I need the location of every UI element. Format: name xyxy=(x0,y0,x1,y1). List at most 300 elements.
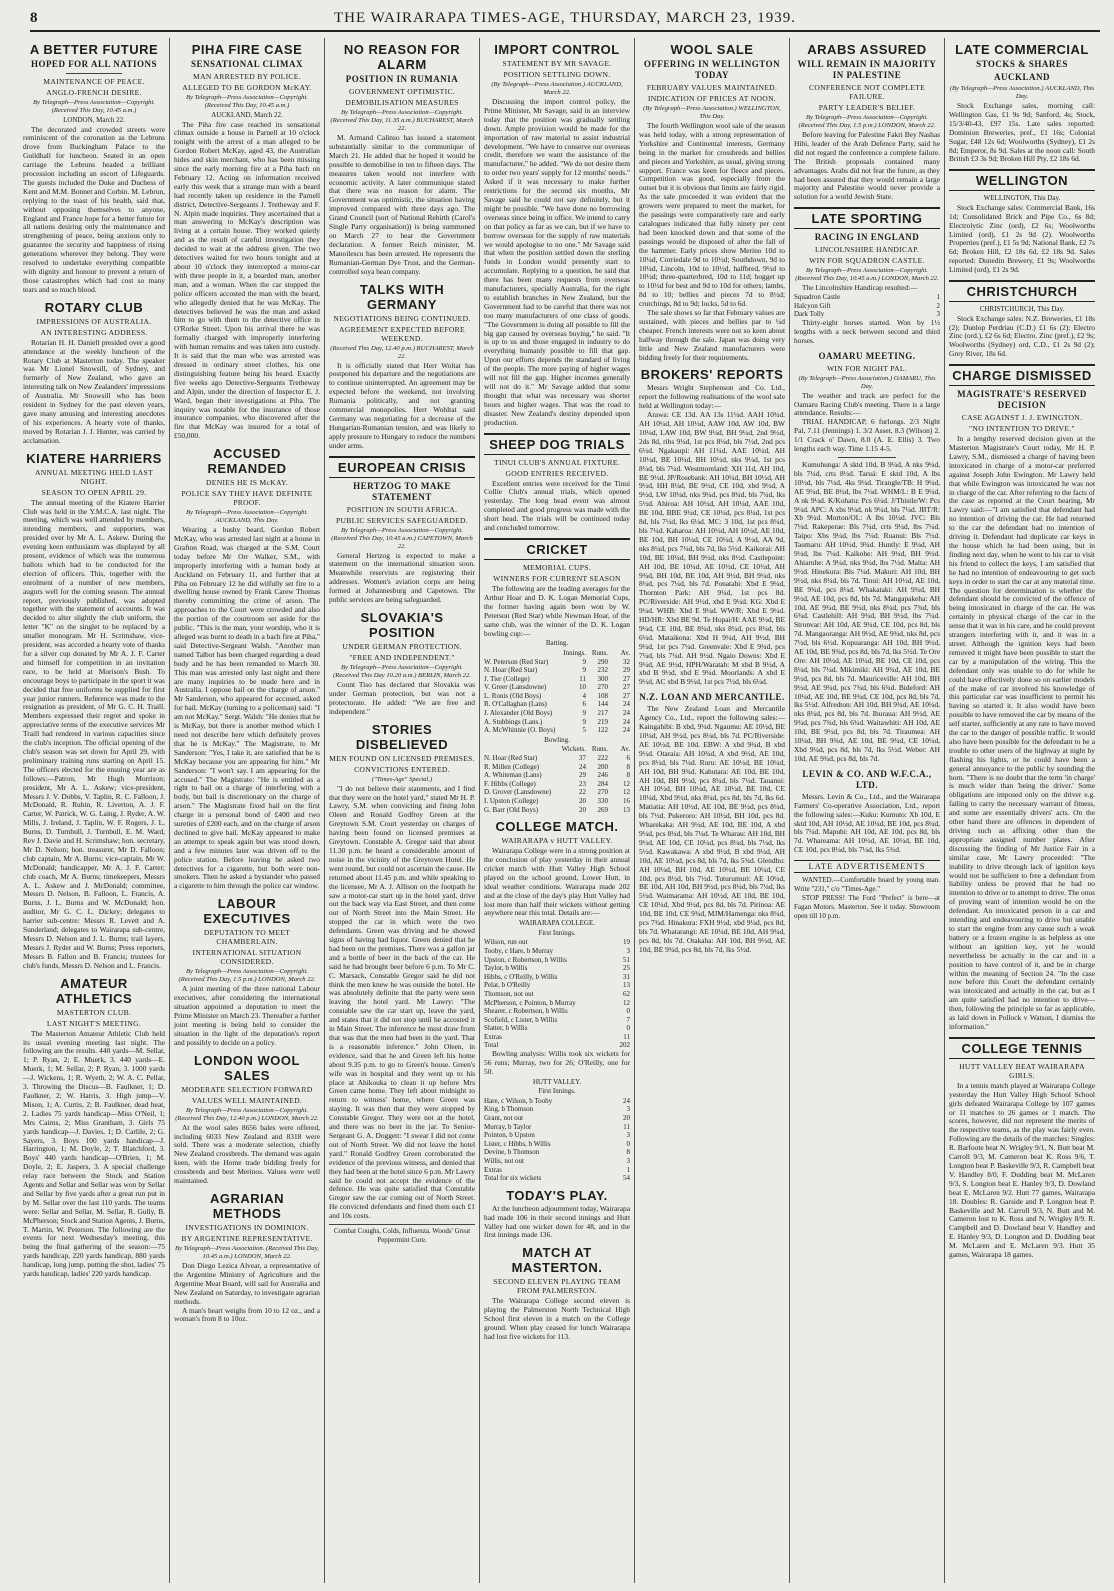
subheadline: SENSATIONAL CLIMAX xyxy=(190,59,304,69)
table-row xyxy=(484,1123,630,1132)
deck: DEPUTATION TO MEET CHAMBERLAIN. xyxy=(203,928,291,947)
headline: COLLEGE TENNIS xyxy=(949,1037,1095,1059)
deck: IMPRESSIONS OF AUSTRALIA. xyxy=(36,316,152,326)
article-body: General Hertzog is expected to make a statement on the international situation soon. Meanwhile reservists are registering their addresses. Women's aviation corps are being formed at Johannesburg and Capetown. The public services are being safeguarded. xyxy=(329,550,475,605)
table-heading: Batting. xyxy=(545,639,569,648)
article-piha-fire xyxy=(174,42,320,441)
table-row xyxy=(484,763,630,772)
table-cell-name: Tooby, c Hare, b Murray xyxy=(484,946,554,955)
table-cell-value: 5 xyxy=(582,726,586,735)
byline: (By Telegraph—Press Association.) WELLINGTON, This Day. xyxy=(643,105,781,120)
article-body: Stock Exchange sales, morning call: Wellington Gas, £1 9s 9d; Sanford, 4s; Stock, 15/3/40-43, £97 15s. Late sales reported: Dominion Breweries, pref., £1 16s; Colonial Sugar, £48 12s 6d; Woolworths (Sydney), £1 2s 8d; Emperor, 8s 9d. Sales at the noon call: South British £3 3s 9d; Broken Hill Pty, £2 18s 6d. xyxy=(949,101,1095,164)
deck: DENIES HE IS McKAY. xyxy=(205,478,289,488)
table-cell-name: Halcyon Gift xyxy=(794,301,831,310)
page-number: 8 xyxy=(30,10,39,26)
table-row xyxy=(484,964,630,973)
table-cell-name: Thomson, not out xyxy=(484,989,534,998)
article-talks-with-germany xyxy=(329,282,475,451)
table-row xyxy=(484,1114,630,1123)
column-header: Av. xyxy=(620,745,630,754)
headline: ARABS ASSURED xyxy=(807,42,927,57)
article-late-sporting xyxy=(794,207,940,345)
subheadline: RACING IN ENGLAND xyxy=(814,232,920,243)
total-value: 202 xyxy=(619,1041,630,1050)
table-header-row xyxy=(484,745,630,754)
table-cell-name: Squadron Castle xyxy=(794,293,841,302)
article-body: The fourth Wellington wool sale of the season was held today, with a strong representation of Yorkshire and Continental interests, Germany being in the market for crossbreds and bellies and pieces and Yorkshire, as usual, giving strong support. France was keen for fleece and pieces. Competition was good, especially from the outset but it is obvious that limits are fairly rigid. As the sale proceeded it was evident that the growers were prepared to meet the market, for the passings were comparatively rare and early catalogues indicated that fully ninety per cent had been knocked down and that some of the passings would be disposed of after the fall of the hammer. Early prices show Merino 10d to 10¼d, Corriedale 9d to 10½d; Southdown, 9d to 10¼d, Lincoln, 10d to 10½d, halfbred, 9½d to 10½d; three-quarterbred, 10d to 11d; hogget up to 10½d for best and 9d to 10d for others; lambs, 8d to 10; bellies and pieces 7d to 8½d; crutchings, 8d to 9d; locks, 5d to 6d. xyxy=(639,121,785,309)
deck: ALLEGED TO BE GORDON McKAY. xyxy=(182,83,312,92)
table-row xyxy=(484,999,630,1008)
article-agrarian-methods xyxy=(174,1191,320,1324)
scorecard-table xyxy=(484,1097,630,1174)
column-2 xyxy=(171,38,323,1583)
classified-ad: WANTED.—Comfortable board by young man. Write "231," c/o "Times-Age." xyxy=(794,876,940,893)
article-body: Wearing a bushy beard, Gordon Robert McKay, who was arrested last night at a house in Grafton Road, was charged at the S.M. Court today before Mr Orr Walker, S.M., with improperly interfering with a human body at Auckland on February 11, and further that at Piha on February 12 he did wilfully set fire to a dwelling house owned by Frank Carew Thomas thereby committing the crime of arson. The approaches to the Court were crowded and also the portion of the courtroom set aside for the public. "This is the man, your worship, who it is alleged was burnt to death in a bach fire at Piha," said Detective-Sergeant Walsh. "Another man named Talbot has been charged regarding a dead body and he has been remanded to March 30. This man was arrested only last night and there are many inquiries to be made here and in Australia. I oppose bail on the charge of arson." Mr Sanderson, who appeared for accused, asked for bail. McKay (turning to a policeman) said: "I am not McKay." Sergt. Walsh: "He denies that he is McKay, but there is another method which I need not describe here which definitely proves that he is McKay." The Magistrate, to Mr Sanderson: "Yes, I take it, are satisfied that he is McKay because you are appearing for him." Mr Sanderson: "I won't say. I am appearing for the accused." The Magistrate: "He is entitled as a right to bail on a charge of interfering with a body, but bail is discretionary on the charge of arson." The Magistrate fixed bail on the first charge in a personal bond of £400 and two sureties of £200 each, and on the charge of arson declined to give bail. McKay appeared to make an attempt to speak again but was stood down, and a few minutes later was driven off to the police station. Before leaving he asked two detectives for a cigarette, but both were non-smokers. Then he asked a bystander who passed a cigarette to him through the police car window. xyxy=(174,525,320,891)
table-cell-value: 37 xyxy=(579,753,586,762)
table-cell-name: W. Peterson (Red Star) xyxy=(484,657,549,666)
filler-note: A man's heart weighs from 10 to 12 oz., and a woman's from 8 to 10oz. xyxy=(174,1305,320,1324)
classified-ad: STOP PRESS! The Ford "Prefect" is here—at Fagan Motors. Masterton. See it today. Showroom open till 10 p.m. xyxy=(794,893,940,920)
table-cell-value: 4 xyxy=(582,691,586,700)
article-body: M. Armand Calinso has issued a statement substantially similar to the communique of March 21. He added that he hoped it would be possible to demobilise in ten to fifteen days. The measures taken would not interfere with economic activity. A later communique stated that there was no reason for alarm. The Government was optimistic, the situation having improved compared with three days ago. The Grand Council (sort of National Rebirth (Carol's Single Party organisation)) is being summoned on March 27 to hear the Government declaration. A former Reich minister, M. Manoilescu has been arrested. He represents the Rumanian-German Dye Trust, and the German-controlled soya bean company. xyxy=(329,133,475,276)
article-body: Before leaving for Palestine Fakri Bey Nashas Hibi, leader of the Arab Defence Party, said he did not regard the conference a complete failure. The British proposals contained many advantages. Arabs did not fear the future, as they had been assured that they would remain a large majority and Palestine would never provide a solution for a world Jewish State. xyxy=(794,130,940,202)
table-cell-value: 11 xyxy=(623,1122,630,1131)
article-body: Rotarian H. H. Daniell presided over a good attendance at the weekly luncheon of the Rotary Club at Masterton today. The speaker was Mr Lionel Snowsill, of Sydney, and formerly of New Zealand, who gave an interesting talk on New Zealanders' impressions of Australia. Mr Snowsill who has been resident in Sydney for the past eleven years, gave many amusing and interesting anecdotes of his experiences. A hearty vote of thanks, moved by Rotarian J. J. Hunter, was carried by acclamation. xyxy=(23,337,165,445)
column-rule xyxy=(324,38,325,1583)
deck: MAINTENANCE OF PEACE. xyxy=(43,77,145,86)
table-cell-value: 11 xyxy=(623,1032,630,1041)
table-cell-value: 23 xyxy=(579,779,586,788)
deck: SEASON TO OPEN APRIL 29. xyxy=(41,487,147,497)
table-cell-value: 290 xyxy=(597,657,608,666)
table-cell-name: D. Grover (Lansdowne) xyxy=(484,788,552,797)
subheadline: HOPED FOR ALL NATIONS xyxy=(30,59,158,69)
table-cell-value: 122 xyxy=(597,726,608,735)
table-cell-value: 6 xyxy=(582,700,586,709)
table-cell-value: 24 xyxy=(623,700,630,709)
headline: LATE COMMERCIAL xyxy=(955,42,1089,57)
table-cell-name: Willis, not out xyxy=(484,1156,524,1165)
article-body: The Piha fire case reached its sensational climax outside a house in Parnell at 10 o'clock tonight with the arrest of a man alleged to be Gordon Robert McKay, aged 43, the Australian hides and skin merchant, who has been missing since the early morning fire at a Piha bach on February 12. Acting on information received early this week that a strange man with a beard had recently taken up residence in the Parnell district, Detective-Sergeants J. Tretheway and F. N. Alpin made inquiries. They ascertained that a man answering to McKay's description was living at a certain house. They worked quietly and as the result of careful investigation they decided to wait at the address given. The two detectives waited for two hours tonight and at about 10 o'clock they intercepted a motor-car with three people in it, a bearded man, another man, and a woman. When the car stopped the police officers accosted the man with the beard, who allegedly denied that he was McKay. The detectives believed he was the man and asked him to go with them to the detective office in O'Rorke Street. Upon his arrival there he was formally charged with improperly interfering with human remains and was taken into custody. It is said that the man who was arrested was dressed in ordinary street clothes, his one distinguishing feature being his beard. Exactly five weeks ago Detective-Sergeants Tretheway and Alpin, under the direction of Inspector E. J. Ward, began their investigations at Piha. The inquiry was notable for the insurance of those insurance companies, who discovered after the fire that McKay was insured for a total of £50,000. xyxy=(174,119,320,441)
article-charge-dismissed xyxy=(949,364,1095,1032)
table-row xyxy=(484,726,630,735)
table-cell-value: 24 xyxy=(623,709,630,718)
deck: ANNUAL MEETING HELD LAST NIGHT. xyxy=(34,467,154,486)
table-cell-name: R. Millen (College) xyxy=(484,762,540,771)
table-cell-value: 9 xyxy=(582,666,586,675)
subheadline: STOCKS & SHARES xyxy=(976,59,1068,69)
table-cell-value: 8 xyxy=(626,762,630,771)
sales-list: Arawa: CE 13d. AA 13s 11¼d. AAH 10¾d. AH 10¼d, AH 10½d, AAW 10d, AW 10d, BW 10¼d, LAW 10d, BW 9¼d, BH 9¼d, 2nd 9½d, 2ds 8d, ribs 9¼d, 1st pcs 8¼d, bls 7½d, 2nd pcs 6½d. Ngakaupi: AH 11¼d, AAE 10¼d, AH 10½d, BE 10¼d, BH 10½d, nks 9¼d, 1st pcs 8¼d, bls 7¼d. Westmoreland: XH 11d, AH 10d, BE 9½d. JP/Rosebank: AH 10¼d, BH 10½d, AH 9½d, HH 8¼d, BE 9½d, CE 10d, xbd 9½d, A 9½d, LW 10¼d, nks 9¼d, pcs 8¼d, bls 7¼d, lks 5½d. Ahiroa: AH 10½d, AH 10¼d, AAE 10d, BE 10d, BBE 9¼d, CE 10¼d, pcs 8¼d, 1st pcs 8d, bls 7½d, lks 6¼d. MC: 3 10d, 1st pcs 8¼d, bls 7¼d. Kaharoa: AH 10½d, AH 10½d, AE 10d, BE 10d, BH 10¼d, CE 10½d, A 9½d, AA 9d, nks 8¼d, pcs 7¼d, bls 7d, lks 5½d. Kaikorai: AH 10d, BE 10¼d, BH 9½d, nks 8½d. Castlepoint: AH 10d, BE 10¼d, AE 10½d, CE 10½d, AH 9¾d, BH 10d, BE 10d, AH 9½d, BH 9¼d, nks 8¼d, pcs 7¼d, bls 7d. Ponatahi: Xbd E 9¼d, Thornton Park: AH 9¼d, 1st pcs 8d. PC/Riverside: AH 9½d, xbd E 9¼d. KG: Xbd E 9¼d. WHB: Xbd E 9¼d. WW/R: Xbd E 9¼d. HD/HR: Xbd BE 9d. Te Hopai/H: AAE 9½d, BE 9¼d, CE 10d, BE 8¾d, nks 8¼d, pcs 8¼d, bls 6¼d. Mataikona: Xbd H 9¼d, AH 9½d, BH 9¼d, 1st pcs 7¼d. Greenvale: Xbd E 9¼d, pcs 7¼d, bls 7¼d. AH 9½d. Ngaio Downs: Xbd E 9¼d, AE 9½d, HPH/Waratah: M xbd B 9½d, A xbd B 9½d, xbd E 9¼d. Moorlands: A xbd E 9½d, AC xbd B 9½d, 1st pcs 7½d, bls 6¼d. xyxy=(639,410,785,687)
headline: WOOL SALE xyxy=(670,42,754,57)
headline: LABOUR EXECUTIVES xyxy=(203,896,291,927)
deck: INVESTIGATIONS IN DOMINION. xyxy=(185,1222,309,1232)
headline: IMPORT CONTROL xyxy=(494,42,620,57)
sales-list: Messrs. Levin & Co., Ltd., and the Wairarapa Farmers' Co-operative Association, Ltd., report the following sales:—Kuku: Kumuto: Xb 10d, E sktd 10d, AH 10½d, AE 10¼d, BE 10d, pcs 8¼d, bls 7¼d. Mapuhi: AH 10d, AE 10d, pcs 8d, bls 7d. Whareama: AH 10½d, AE 10¼d, BE 10d, CE 10d, pcs 8¼d, bls 7¼d, lks 5¾d. xyxy=(794,791,940,855)
deck: MODERATE SELECTION FORWARD xyxy=(181,1084,313,1094)
table-cell-value: 12 xyxy=(623,779,630,788)
table-cell-name: J. Alexander (Old Boys) xyxy=(484,709,553,718)
column-5 xyxy=(636,38,788,1583)
table-cell-value: 269 xyxy=(597,805,608,814)
table-cell-value: 0 xyxy=(626,1139,630,1148)
table-cell-value: 7 xyxy=(626,1015,630,1024)
masthead xyxy=(30,8,1100,32)
deck: MEN FOUND ON LICENSED PREMISES. xyxy=(329,753,475,763)
table-cell-value: 1 xyxy=(626,1165,630,1174)
article-body: The Lincolnshire Handicap resulted:— xyxy=(802,283,918,293)
headline: A BETTER FUTURE xyxy=(29,42,159,57)
column-rule xyxy=(789,38,790,1583)
article-wool-sale xyxy=(639,42,785,362)
deck: AGREEMENT EXPECTED BEFORE WEEKEND. xyxy=(339,324,465,343)
table-cell-name: Wilson, run out xyxy=(484,938,528,947)
deck: WIN FOR NIGHT PAL. xyxy=(826,363,908,373)
table-cell-value: 3 xyxy=(626,1131,630,1140)
table-cell-value: 29 xyxy=(623,666,630,675)
article-levin-co xyxy=(794,769,940,855)
article-body: At the luncheon adjournment today, Wairarapa had made 106 in their second innings and Hutt Valley had one wicket down for 48, and in the first innings made 136. xyxy=(484,1203,630,1240)
headline: SLOVAKIA'S POSITION xyxy=(360,610,444,640)
table-cell-value: 13 xyxy=(623,805,630,814)
table-row xyxy=(484,1157,630,1166)
article-body: Wairarapa College were in a strong position at the conclusion of play yesterday in their annual cricket match with Hutt Valley High School played on the school ground, Lower Hutt, in ideal weather conditions. Wairarapa made 202 and at the close of the day's play Hutt Valley had lost more than half their wickets without getting anywhere near this total. Details are:— xyxy=(484,846,630,918)
table-cell-value: 24 xyxy=(623,726,630,735)
table-cell-value: 144 xyxy=(597,700,608,709)
byline: (By Telegraph—Press Association.) OAMARU, This Day. xyxy=(798,374,936,390)
subheadline: OFFERING IN WELLINGTON TODAY xyxy=(643,59,781,80)
headline: EUROPEAN CRISIS xyxy=(329,456,475,478)
deck: STATEMENT BY MR SAVAGE. xyxy=(502,59,612,68)
deck: MEMORIAL CUPS. xyxy=(522,562,592,572)
section-heading: AUCKLAND xyxy=(993,72,1050,82)
table-cell-value: 24 xyxy=(623,717,630,726)
table-row xyxy=(484,990,630,999)
table-cell-value: 24 xyxy=(579,762,586,771)
article-body: Don Diego Lezica Alvear, a representative of the Argentine Ministry of Agriculture and the Argentine Meat Board, will sail for Australia and New Zealand on Saturday, to investigate agrarian methods. xyxy=(174,1260,320,1306)
article-body: Discussing the import control policy, the Prime Minister, Mr Savage, said in an interview today that the position was gradually settling down. Ample provision would be made for the importation of raw material to assist industrial development. "We have to conserve our overseas credit, therefore we want the assistance of the manufacturer," he added. "We do not desire them to order two years' supply for 12 months' needs." Asked if it was necessary to make further restrictions for the second six months, Mr Savage said he could not say definitely, but it might be possible. "We have done no borrowing overseas since being in office. We intend to carry on that policy as far as we can, but if we have to borrow overseas for the supply of raw materials we would apologise to no one." Mr Savage said that when the position settled down the sterling funds in London would presently start to accumulate. Replying to a question, he said that there has been many requests from overseas manufacturers, specially Australia, for the right to establish branches in New Zealand, but the Government had to be careful that there was not too many manufacturers of one class of goods. "The Government is doing all possible to fill the big gap caused by overseas buying," he said. "It is up to us and those engaged in industry to do everything humanly possible to fill that gap. Upon our efforts depends the standard of living of the people. The more paying of higher wages will not fill the gap. Higher incomes generally will not do it." Mr Savage added that some thought that what was necessary was shorter hours and higher wages. That was the road to disaster. New Zealand's destiny depended upon production. xyxy=(484,97,630,427)
headline: ROTARY CLUB xyxy=(44,299,144,315)
advertisement: Combat Coughs, Colds, Influenza. Woods' Great Peppermint Cure. xyxy=(329,1224,475,1244)
table-cell-value: 330 xyxy=(597,796,608,805)
table-row xyxy=(484,1016,630,1025)
table-cell-value: 9 xyxy=(582,717,586,726)
table-cell-name: Hare, c Wilson, b Tooby xyxy=(484,1096,553,1105)
table-row xyxy=(484,981,630,990)
byline: By Telegraph—Press Association. (Received This Day, 10.45 a.m.) LONDON, March 22. xyxy=(175,1244,319,1260)
article-body: The decorated and crowded streets were reminiscent of the coronation as the Lebruns drove from Buckingham Palace to the Guildhall for luncheon. Seated in an open carriage the Lebruns headed a brilliant procession including an escort of Lifeguards. The guests included the Duke and Duchess of Kent and M.M. Bonnet and Corbin. M. Lebrun, replying to the toast of his health, said that, without opposing themselves to anyone, England and France hope for a better future for all nations desiring only the maintenance and strengthening of peace, being anxious only to guarantee the security and happiness of rising generations wherever they belong. They were resolved to undertake everything compatible with dignity and honour to prevent a return of those catastrophes which had cost so many tears and so much blood. xyxy=(23,124,165,294)
headline: NO REASON FOR ALARM xyxy=(343,42,461,72)
table-cell-value: 24 xyxy=(623,1096,630,1105)
article-body: In a tennis match played at Wairarapa College yesterday the Hutt Valley High School School girls defeated Wairarapa College by 107 games or 11 matches to 26 games or 1 match. The scores, however, did not represent the merits of the respective teams, as the play was fairly even. Following are the details of the matches: Singles: R. Barfoote beat N. Wrigley 9/1, N. Butt beat M. Carroll 9/3, M. Cameron beat K. Ross 9/6, T. Longton beat P. Baskeville 9/3, R. Campbell beat V. Handley 8/0, F. Dudding beat M. McLaren 9/3, S. Longton beat E. Hanley 9/3, D. Dowland beat E. McLaren 9/2. Hutt 77 games, Wairarapa 18. Doubles: R. Garside and P. Longton beat P. Baskeville and M. Carroll 9/3, N. Butt and M. Cameron lost to K. Ross and N. Wrigley 8/9. R. Campbell and D. Dowland beat V. Handley and E. Hanley 9/3, D. Longton and D. Dudding beat M. McLaren and E. McLaren 9/3. Hutt 35 games, Wairarapa 18 games. xyxy=(949,1080,1095,1260)
column-1 xyxy=(20,38,168,1583)
table-cell-value: 20 xyxy=(623,1113,630,1122)
table-cell-value: 1 xyxy=(936,293,940,302)
byline: ("Times-Age" Special.) xyxy=(371,775,433,783)
deck: WINNERS FOR CURRENT SEASON xyxy=(493,573,621,583)
table-cell-value: 0 xyxy=(626,1007,630,1016)
headline: CRICKET xyxy=(484,538,630,560)
headline: AMATEUR ATHLETICS xyxy=(55,975,133,1006)
table-header-row xyxy=(484,649,630,658)
table-row xyxy=(484,956,630,965)
table-cell-value: 300 xyxy=(597,674,608,683)
byline: By Telegraph—Press Association—Copyright. (Received This Day, 12.40 p.m.) LONDON, March 22. xyxy=(175,1106,319,1122)
deck: NEGOTIATIONS BEING CONTINUED. xyxy=(333,313,471,323)
table-heading: Bowling. xyxy=(544,735,570,744)
table-row xyxy=(484,1166,630,1175)
table-row xyxy=(484,797,630,806)
table-cell-value: 3 xyxy=(626,1105,630,1114)
article-body: Messrs Wright Stephenson and Co. Ltd., report the following realisations of the wool sale held at Wellington today:— xyxy=(639,383,785,411)
table-cell-name: A. Stubbings (Lans.) xyxy=(484,717,543,726)
byline: By Telegraph—Press Association—Copyright. (Received This Day, 10.45 a.m.) CAPETOWN, March 22. xyxy=(331,526,473,550)
article-body: Stock Exchange sales: Commercial Bank, 16s 1d; Consolidated Brick and Pipe Co., 6s 8d; Electrolytic Zinc (ord), £2 6s; Woolworths Limited (ord), £1 2s 9d (2). Woolworths Properties (pref.), £1 5s 9d; National Bank, £2 7s 6d; Broken Hill, £2 18s 6d, £2 18s 9d. Sales reported: Dunedin Brewery, £1 9s; Woolworths Limited (ord), £1 2s 9d. xyxy=(949,202,1095,275)
table-row xyxy=(484,780,630,789)
table-cell-value: 8 xyxy=(626,771,630,780)
headline: TODAY'S PLAY. xyxy=(506,1187,608,1203)
scorecard-total xyxy=(484,1174,630,1183)
column-rule xyxy=(169,38,170,1583)
table-cell-value: 12 xyxy=(623,998,630,1007)
table-cell-name: G. Barr (Old Boys) xyxy=(484,805,539,814)
table-cell-name: Scofield, c Lister, b Willis xyxy=(484,1015,558,1024)
divider xyxy=(838,457,896,458)
byline: By Telegraph—Press Association—Copyright. (Received This Day, 10.45 a.m.) xyxy=(186,94,308,109)
headline: AGRARIAN METHODS xyxy=(209,1190,285,1221)
table-cell-name: McPherson, c Pointon, b Murray xyxy=(484,998,576,1007)
deck: ANGLO-FRENCH DESIRE. xyxy=(46,88,142,97)
table-row xyxy=(484,947,630,956)
column-header: Innings. xyxy=(563,648,586,657)
table-cell-value: 3 xyxy=(626,946,630,955)
deck: CASE AGAINST J. J. EWINGTON. xyxy=(961,413,1083,423)
table-cell-value: 246 xyxy=(597,771,608,780)
column-rule xyxy=(944,38,945,1583)
race-result-table xyxy=(794,293,940,319)
headline: ACCUSED REMANDED xyxy=(207,446,287,477)
article-body: Excellent entries were received for the Tinui Collie Club's annual trials, which opened yesterday. The long head event was almost completed and good progress was made with the short head. The trials will be continued today and concluded tomorrow. xyxy=(484,478,630,533)
table-cell-value: 12 xyxy=(623,788,630,797)
table-cell-value: 0 xyxy=(626,1024,630,1033)
table-cell-value: 219 xyxy=(597,717,608,726)
section-heading: WELLINGTON xyxy=(949,169,1095,191)
divider xyxy=(66,73,123,74)
deck: LINCOLNSHIRE HANDICAP. xyxy=(814,245,920,255)
table-subheading: First Innings. xyxy=(538,1087,576,1096)
table-cell-value: 20 xyxy=(579,796,586,805)
sales-list: Kumuhunga: A sktd 10d, B 9¼d, A nks 9¼d, bls 7¼d, crts 8½d. Taruá: E sktd 10d, A lbs 10½d, bls 7¼d, 4ks 9¼d. Tirangle/TB: H 9¼d, AE 9¼d, BE 8½d, lbs 7¼d. WHM/L: B E 9¼d, A nk 9¼d. K/Kohatu: Pcs 6¼d. J/Thistle/W: Pcs 9¼d. APC: A xbs 9¼d, nk 9¼d, bls 7¼d. JBT/R: Xb 9¼d. Morton/OL: A lbs 10¼d. JVC: Bls 7¼d. Rakeperae: Bls 7¼d, crts 9¼d, lbs 7¼d. Taipo: Xbs 9¼d, lbs 7¼d. Ruanui: Bls 7½d. Taumaru: AH 10½d, 9¾d. Huntly: E 9¼d, AH 9¼d, lbs 7¼d. Kaikohe: AH 9¼d, BH 9½d. Ahiaruhe: A 9¼d, nks 9¼d, lbs 7½d. Malta: AH 9½d. Hinekura: Bls 7¼d. Makuri: AH 10d, BH 9½d, nks 8¼d, bls 7d. Tinui: AH 10½d, AE 10d, BE 9¾d, pcs 8¼d. Whakataki: AH 9¾d, BH 9½d, AE 10d, pcs 8d, bls 7d. Mangapakeha: AH 10d, AE 9¾d, BE 9½d, nks 8¼d, pcs 7¾d, bls 6¾d. Castlehill: AH 9¾d, BH 9½d, lbs 7¼d. Stronvar: AH 10d, AE 9¾d, CE 10d, pcs 8d, bls 7d. Mangaoranga: AH 9½d, AE 9¾d, nks 8d, pcs 7½d, bls 6½d. Kopuaranga: AH 10d, BH 9½d, AE 10d, BE 9¾d, pcs 8d, bls 7d, lks 5½d. Te Ore Ore: AH 10½d, AE 10¼d, BE 10d, CE 10d, pcs 8¼d, bls 7¼d. Mikimiki: AH 9¾d, AE 10d, BE 9½d, pcs 8d, bls 7d. Mauriceville: AH 10d, BH 9½d, AE 9¾d, pcs 7¾d, bls 6¾d. Bideford: AH 10¼d, AE 10d, BE 9¾d, CE 10d, pcs 8d, bls 7d, lks 5½d. Alfredton: AH 10d, BH 9¾d, AE 10¼d, nks 8¼d, pcs 8d, bls 7d. Ihuraua: AH 9½d, AE 9¾d, pcs 7¾d, bls 6¾d. Waitawhiti: AH 10d, AE 10d, BE 9½d, pcs 8d, bls 7d. Tiraumea: AH 10¼d, BH 9¾d, AE 10d, BE 9¾d, CE 10¼d, Xbd 9¼d, pcs 8d, bls 7d, lks 5½d. Weber: AH 10d, AE 9¾d, pcs 8d, bls 7d. xyxy=(794,460,940,763)
article-body: In a lengthy reserved decision given at the Masterton Magistrate's Court today, Mr H. P. Lawry, S.M., dismissed a charge of having been intoxicated in charge of a motor-car preferred against Joseph John Ewington. Mr Lawry held that while Ewington was intoxicated he was not in charge of the car. After referring to the facts of the case as reported at the Court hearing, Mr Lawry said:—"I am satisfied that defendant had no intention of driving the car. He had returned to the car the defendant had no intention of driving it. Defendant had duplicate car keys in the house which he had been using, but in finding next day, when he went to his car to visit his friend to collect the keys, I am satisfied that he had no intention of endeavouring to get such keys in order to start the car at any material time. The question for determination is whether the defendant should be convicted of the offence of being intoxicated in charge of the car. He was certainly in physical charge of the car in the sense that it was in his care, and he could prevent strangers interfering with it, and it was in a street. Although the ignition keys had been removed it might have been possible to start the car by a manipulation of the wiring. This the defendant only was unable to do for while he could have effectively done so on earlier models of the make of car involved his knowledge of this particular car was insufficient to permit his having so started it. It also would have been possible to have removed the car by means of the self starter, sufficiently at any rate to have moved the car to the danger of possible traffic. It would also have been possible for the defendant to be a trouble to other users of the highway at night by flashing his lights, or he could have been a general annoyance to the public by sounding the horn. "There is no doubt that the term 'in charge' is much wider than 'being the driver.' Some obligations are imposed only on the driver e.g. failing to carry the necessary warrant of fitness, and some are essentially drivers' acts. On the other hand there are offences in dependent of driving such as affixing other than the appropriate assigned number plates. After discussing the finding of Mr Justice Fair in a similar case, Mr Lawry proceeded: "The inability to drive through lack of ignition keys would not be sufficient to free a defendant from liability unless he proved that he had no intention to drive or to attempt to drive. The onus of proving want of intention would be on the defendant. An intoxicated person in a car and intending and endeavouring to drive but unable to start the engine from any cause such a weak battery or a frozen engine is as helpless as one without an ignition key, yet he would nevertheless be actually in the car and in a position to have control of it, and be in charge within the meaning of Section 24. "In the case now before this Court the defendant certainly was intoxicated and actually in the car, but as I am quite satisfied had no intention to drive—then, following the principle so far as applicable, as laid down in Pollock v Watson, I dismiss the information." xyxy=(949,434,1096,1031)
table-row xyxy=(484,1024,630,1033)
table-cell-name: Upston, c Robertson, b Willis xyxy=(484,955,567,964)
article-todays-play xyxy=(484,1188,630,1241)
headline: CHARGE DISMISSED xyxy=(949,364,1095,386)
article-better-future xyxy=(23,42,165,295)
table-row xyxy=(484,683,630,692)
deck: PUBLIC SERVICES SAFEGUARDED. xyxy=(335,515,469,525)
deck: CONVICTIONS ENTERED. xyxy=(354,764,450,774)
table-row xyxy=(484,709,630,718)
table-cell-name: Pointon, b Upston xyxy=(484,1131,535,1140)
column-rule xyxy=(634,38,635,1583)
deck: HUTT VALLEY BEAT WAIRARAPA GIRLS. xyxy=(959,1061,1085,1080)
table-cell-value: 16 xyxy=(623,796,630,805)
table-cell-value: 3 xyxy=(626,1156,630,1165)
article-slovakia xyxy=(329,610,475,717)
article-body: A joint meeting of the three national Labour executives, after considering the international situation appointed a deputation to meet the Prime Minister on March 23. Thereafter a further joint meeting is being held to consider the situation in the light of the deputation's report and possibly to decide on a policy. xyxy=(174,984,320,1047)
deck: POSITION IN SOUTH AFRICA. xyxy=(346,504,458,514)
column-header: Runs. xyxy=(591,745,608,754)
table-cell-value: 27 xyxy=(623,674,630,683)
dateline: WELLINGTON, This Day. xyxy=(983,194,1061,203)
deck: GOOD ENTRIES RECEIVED. xyxy=(505,468,609,478)
article-body: The sale shows so far that February values are sustained, with pieces and bellies par to ¼d cheaper. French interests were not so keen about halfway through the sale. Japan was doing very little and New Zealand manufacturers were bidding freely for their requirements. xyxy=(639,308,785,362)
table-cell-value: 27 xyxy=(623,691,630,700)
table-cell-value: 270 xyxy=(597,788,608,797)
byline: By Telegraph—Press Association—Copyright. (Received This Day, 11.35 a.m.) BUCHAREST, March 22. xyxy=(330,109,474,132)
article-labour-executives xyxy=(174,896,320,1047)
table-row xyxy=(484,973,630,982)
table-cell-value: 222 xyxy=(597,753,608,762)
ads-heading: LATE ADVERTISEMENTS xyxy=(794,860,940,873)
article-body: The Wairarapa College second eleven is playing the Palmerston North Technical High School first eleven in a match on the College ground. When play ceased for lunch Wairarapa had lost five wickets for 113. xyxy=(484,1296,630,1341)
table-cell-value: 10 xyxy=(579,683,586,692)
table-row xyxy=(484,666,630,675)
article-amateur-athletics xyxy=(23,976,165,1279)
bowling-analysis: Bowling analysis: Willis took six wickets for 56 runs; Murray, two for 26; O'Reilly, one for 50. xyxy=(484,1049,630,1076)
deck: "NO INTENTION TO DRIVE." xyxy=(969,424,1075,434)
byline: (By Telegraph—Press Association.) AUCKLAND, This Day. xyxy=(949,85,1095,100)
byline: By Telegraph—Press Association—Copyright. (Received This Day, 1.5 p.m.) LONDON, March 22. xyxy=(798,114,936,129)
article-body: The annual meeting of the Kiatere Harrier Club was held in the Y.M.C.A. last night. The meeting, which was well attended by members, intending members, and supporters, was presided over by Mr A. L. Askew. During the evening keen enthusiasm was displayed by all present, evidence of which was the numerous ballots which had to be conducted for the election of officers. This, together with the enrolment of a number of new members, augurs well for the coming season. The annual report, previously published, was adopted together with the statement of accounts. It was decided to alter slightly the club uniform, the letter "K" on the singlet to be replaced by a smaller monogram. Mr H. Scrimshaw, vice-president, was accorded a hearty vote of thanks for a silver cup donated by Mr A. J. F. Carter and himself for competition in an invitation race, to be held at Morison's Bush. To encourage boys to participate in the sport it was decided that free uniforms be supplied for first year junior runners. Reference was made to the resignation as president, of Mr G. C. H. Traill. Members expressed their regret and spoke in appreciative terms of the executive services Mr Traill had rendered in various capacities since the club's inception. The official opening of the club's season was set down for April 29, with preliminary training runs starting on April 15. The officers elected for the ensuing year are as follows:—Patron, Mr Hugh Morrison; president, Mr A. L. Askew; vice-president, Messrs J. V. Dobbs, V. Taplin, R. C. Falloon, J. McDonald, R. Rubin, R. Liverton, A. J. F. Carter, W. Patrick, W. G. Laing, J. Ryder, A. W. Mills, J. Ireland, J. Taplin, W. F. Rogers, J. L. Burns, D. Turnbull, J. Turnbull, E. M. Ward, Rev J. Davie and H. Scrimshaw; hon. secretary, Mr D. Nelson; hon. treasurer, Mr D. Falloon; club captain, Mr A. Burns; vice-captain, Mr W. McDonald; handicapper, Mr A. J. F. Carter; club coach, Mr A. Burns; timekeepers, Messrs A. L. Askew and J. McDonald; committee, Messrs D. Nelson, B. Falloon, L. Francis, A. Burns, J. L. Burns and W. McDonald; hon. auditor, Mr G. C. L. Dickey; delegates to harrier sub-centre: Messrs R. Levett and A. Sunderland; delegates to Wairarapa sub-centre, Messrs D. Nelson and J. L. Burns; trail layers, Messrs J. Ryder and W. Burns; Press reporters, Messrs B. Fallon and B. Francis; trustees for club's funds, Messrs D. Nelson and L. Francis. xyxy=(23,497,165,970)
deck: FEBRUARY VALUES MAINTAINED. xyxy=(646,83,778,92)
article-body: Stock Exchange sales: N.Z. Breweries, £1 18s (2); Dunlop Perdriau (C.D.) £1 6s (2); Electro Zinc (ord.), £2 6s 6d; Electro. Zinc (pref.), £2 9s; Woolworths (Sydney) ord, C.D., £1 2s 9d (2); Grey River, 18s 6d. xyxy=(949,313,1095,359)
table-row xyxy=(484,806,630,815)
table-cell-value: 62 xyxy=(623,989,630,998)
table-cell-value: 108 xyxy=(597,691,608,700)
table-cell-name: Pelar, b O'Reilly xyxy=(484,981,531,990)
table-cell-value: 13 xyxy=(623,981,630,990)
table-row xyxy=(484,1131,630,1140)
table-row xyxy=(484,658,630,667)
table-cell-value: 31 xyxy=(623,972,630,981)
headline: COLLEGE MATCH. xyxy=(495,819,619,835)
headline: BROKERS' REPORTS xyxy=(640,367,784,383)
column-rule xyxy=(479,38,480,1583)
deck: UNDER GERMAN PROTECTION. xyxy=(342,642,462,651)
table-row xyxy=(484,1007,630,1016)
bowling-averages-table xyxy=(484,745,630,814)
deck: POLICE SAY THEY HAVE DEFINITE PROOF. xyxy=(181,489,313,508)
table-row xyxy=(484,692,630,701)
article-body: The following are the leading averages for the Arthur Hoar and D. K. Logan Memorial Cups, the former having again been won by W. Peterson (Red Star) while Newman Hoar, of the same club, was the winner of the D. K. Logan bowling cup:— xyxy=(484,583,630,638)
byline: By Telegraph—Press Association—Copyright. (Received This Day, 10.45 a.m.) LONDON, March 22. xyxy=(795,267,939,283)
table-cell-value: 22 xyxy=(579,788,586,797)
table-cell-value: 27 xyxy=(623,683,630,692)
late-advertisements xyxy=(794,860,940,920)
dateline: AUCKLAND, March 22. xyxy=(211,111,283,119)
table-cell-value: 19 xyxy=(623,938,630,947)
table-row xyxy=(484,1097,630,1106)
article-late-commercial xyxy=(949,42,1095,359)
deck: MASTERTON CLUB. xyxy=(56,1007,132,1017)
table-cell-value: 9 xyxy=(582,709,586,718)
deck: SECOND ELEVEN PLAYING TEAM FROM PALMERSTON. xyxy=(493,1277,621,1296)
table-heading: HUTT VALLEY. xyxy=(532,1077,582,1086)
article-body: At the wool sales 8656 bales were offered, including 6033 New Zealand and 8318 were sold. There was a moderate selection, chiefly New Zealand crossbreds. The demand was again keen, with the Home trade bidding freely for crossbreds and best Merinos. Values were well maintained. xyxy=(174,1122,320,1186)
article-body: Thirty-eight horses started. Won by 1½ lengths with a neck between second and third horses. xyxy=(794,317,940,345)
table-cell-name: A. Whiteman (Lans) xyxy=(484,771,542,780)
article-rotary-club xyxy=(23,300,165,446)
deck: VALUES WELL MAINTAINED. xyxy=(191,1095,303,1105)
headline: LATE SPORTING xyxy=(794,207,940,229)
deck: LAST NIGHT'S MEETING. xyxy=(46,1018,142,1028)
scorecard-table xyxy=(484,938,630,1041)
table-row xyxy=(484,718,630,727)
table-cell-name: Extras xyxy=(484,1032,502,1041)
table-cell-name: Dark Tolly xyxy=(794,310,825,319)
deck: CONFERENCE NOT COMPLETE FAILURE. xyxy=(808,83,926,101)
article-accused-remanded xyxy=(174,446,320,891)
table-cell-value: 284 xyxy=(597,779,608,788)
headline: LONDON WOOL SALES xyxy=(194,1052,300,1083)
article-body: Count Tiso has declared that Slovakia was under German protection, but was not a protectorate. He added: "We are free and independent." xyxy=(329,680,475,716)
table-cell-value: 51 xyxy=(623,955,630,964)
table-cell-name: I. Upston (College) xyxy=(484,796,539,805)
table-cell-value: 232 xyxy=(597,666,608,675)
deck: PARTY LEADER'S BELIEF. xyxy=(818,103,916,112)
table-subheading: First Innings. xyxy=(538,928,576,937)
article-body: The Masterton Amateur Athletic Club held its usual evening meeting last night. The following are the results. 440 yards—M. Sellar, 1; P. Ryan, 2; E. Muerk, 3. 440 yards—E. Muerk, 1; M. Sellar, 2; P. Ryan, 3. 1000 yards—J. Wickens, 1; R. Wyeth, 2; W. A. C. Pellar, 3. Throwing the Discus—B. Faulkner, 1; D. Faulkner, 2; W. Harris, 3. High jump—V. Mison, 1; A. Curtis, 2; B. Faulkner, dead heat, 2. Ladies 75 yards handicap—Miss O'Neil, 1; Mrs Cairns, 2; Miss Grantham, 3. Girls 75 yards handicap—J. Davies, 1; D. Carlile, 2; G. Sayers, 3. Boys 100 yards handicap—J. Harrington, 1; M. Doyle, 2; T. Blatchford, 3. Boys' 440 yards handicap—O'Brien, 1; M. Doyle, 2; E. Jaspers, 3. A special challenge relay race between the Stock and Station Agents and Sellar and Sellar was won by Sellar and Sellar by five yards after a great run put in by M. Sellar over the last 110 yards. The teams were: Sellar and Sellar, M. Sellar, R. Gully, B. McPherson; Stock and Station Agents, J. Burns, T. Martin, W. Peterson. The following are the events for next Wednesday's meeting, this being the final gathering of the season:—75 yards handicap, 220 yards handicap, 880 yards handicap, long jump, putting the shot, ladies' 75 yards handicap, ladies' 220 yards handicap. xyxy=(23,1028,165,1279)
subheadline: WILL REMAIN IN MAJORITY IN PALESTINE xyxy=(797,59,937,80)
table-cell-name: Grant, not out xyxy=(484,1113,524,1122)
table-cell-name: Devine, b Thomson xyxy=(484,1148,540,1157)
deck: BY ARGENTINE REPRESENTATIVE. xyxy=(181,1233,313,1243)
headline: LEVIN & CO. AND W.F.C.A., LTD. xyxy=(802,768,932,790)
article-body: The weather and track are perfect for the Oamaru Racing Club's meeting. There is a large attendance. Results:— xyxy=(794,390,940,418)
deck: TINUI CLUB'S ANNUAL FIXTURE. xyxy=(494,457,620,467)
table-heading: WAIRARAPA COLLEGE. xyxy=(519,919,595,928)
table-cell-value: 200 xyxy=(597,762,608,771)
table-row xyxy=(484,675,630,684)
table-cell-name: R. O'Callaghan (Lans) xyxy=(484,700,547,709)
deck: INDICATION OF PRICES AT NOON. xyxy=(647,94,777,103)
dateline: CHRISTCHURCH, This Day. xyxy=(979,305,1065,314)
table-row xyxy=(484,1033,630,1042)
table-cell-value: 32 xyxy=(623,657,630,666)
article-body: It is officially stated that Herr Woltat has postponed his departure and the negotiations are to continue uninterrupted. An agreement may be expected before the weekend, not involving Rumania politically, and not granting commercial monopolies. Herr Wohltat said Germany was negotiating for a decrease of the Hungarian-Rumanian tension, and was likely to apply pressure to Hungary to reduce the numbers under arms. xyxy=(329,360,475,450)
table-cell-name: Slatter, b Willis xyxy=(484,1024,528,1033)
article-college-tennis xyxy=(949,1037,1095,1260)
byline: By Telegraph—Press Association—Copyright. (Received This Day 10.20 a.m.) BERLIN, March 22. xyxy=(333,664,471,679)
article-stories-disbelieved xyxy=(329,722,475,1244)
subheadline: POSITION IN RUMANIA xyxy=(345,74,459,84)
deck: AN INTERESTING ADDRESS. xyxy=(40,327,148,337)
table-cell-value: 25 xyxy=(623,964,630,973)
article-match-at-masterton xyxy=(484,1245,630,1342)
table-row xyxy=(484,788,630,797)
table-cell-name: N. Hoar (Red Star) xyxy=(484,753,538,762)
headline: TALKS WITH GERMANY xyxy=(359,281,445,312)
headline: PIHA FIRE CASE xyxy=(191,42,303,57)
headline: MATCH AT MASTERTON. xyxy=(511,1245,603,1276)
article-no-reason-for-alarm xyxy=(329,42,475,277)
table-cell-name: Extras xyxy=(484,1165,502,1174)
table-cell-value: 11 xyxy=(579,674,586,683)
table-cell-name: A. McWhinnie (O. Boys) xyxy=(484,726,556,735)
table-cell-value: 2 xyxy=(936,301,940,310)
